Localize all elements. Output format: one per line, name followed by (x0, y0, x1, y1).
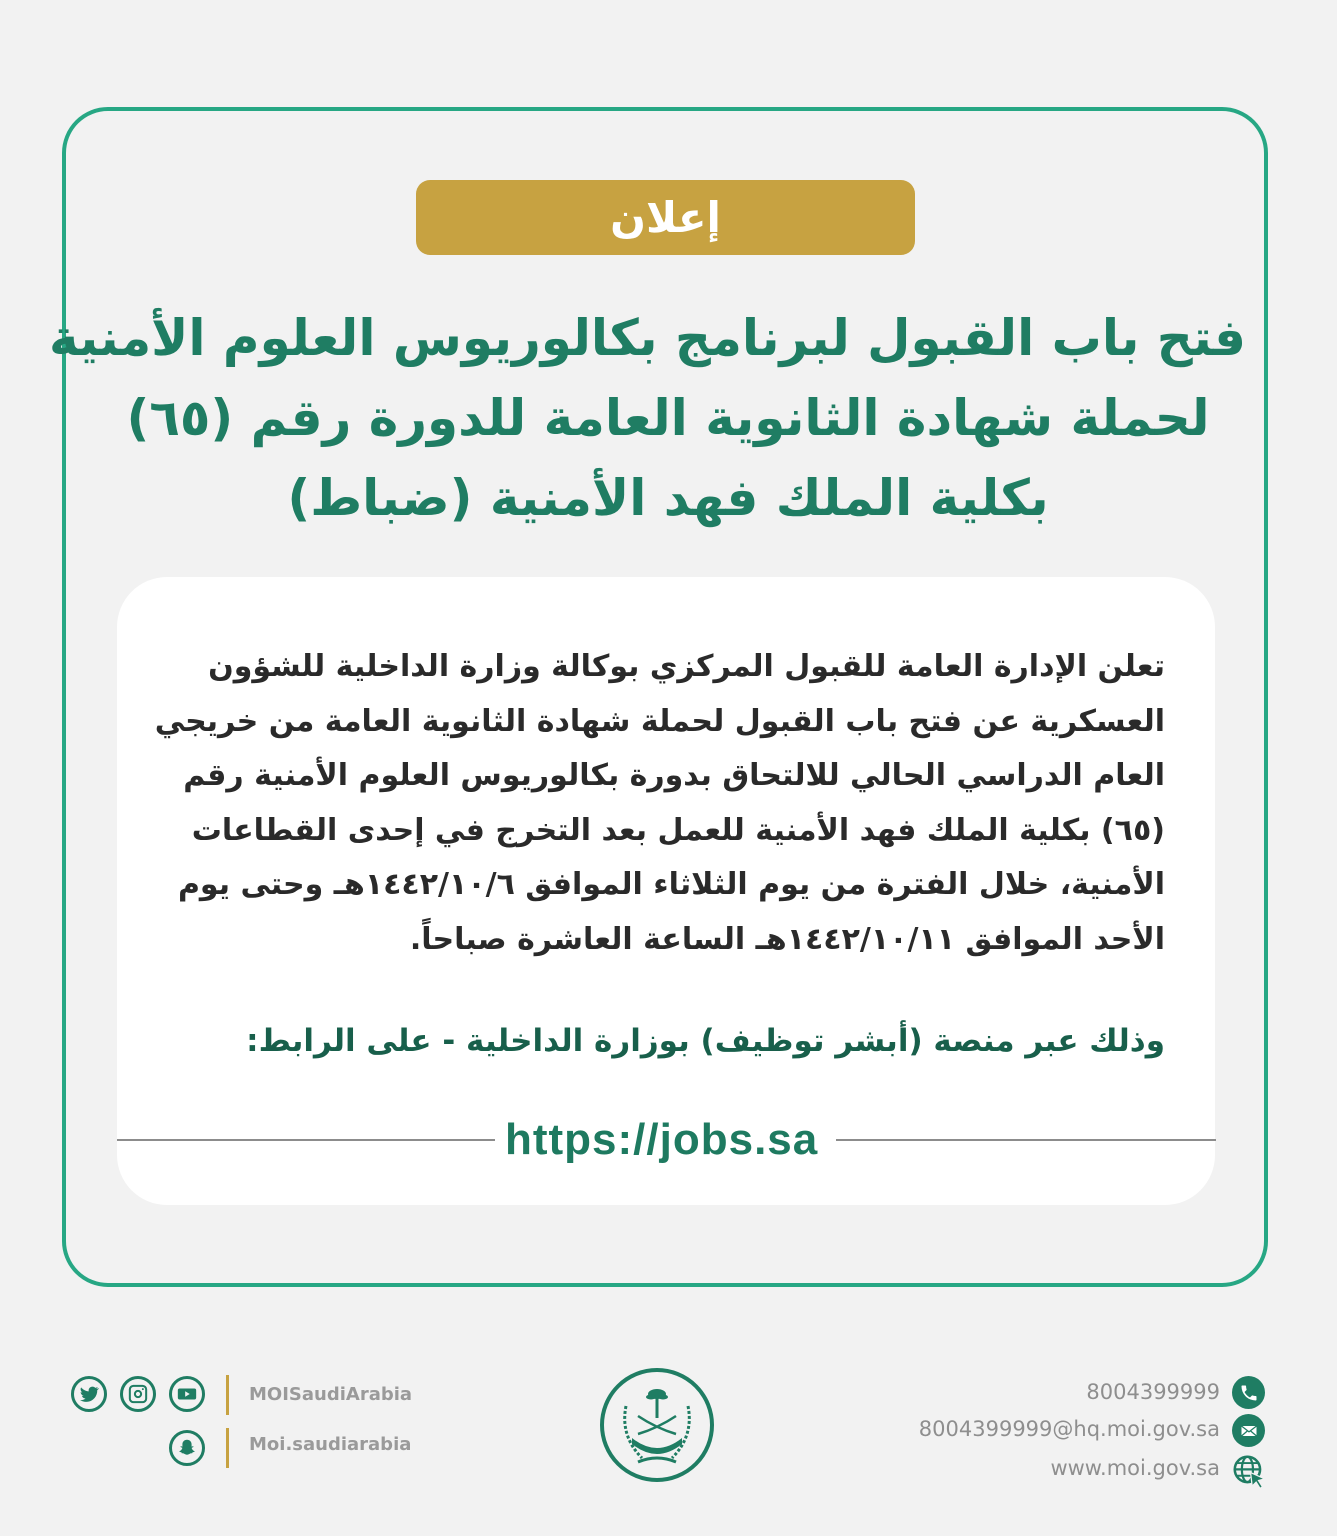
announcement-badge (416, 180, 915, 255)
crossed-swords-icon (638, 1416, 676, 1434)
ministry-emblem (598, 1366, 716, 1484)
email-icon (1232, 1414, 1265, 1447)
contact-email[interactable]: 8004399999@hq.moi.gov.sa (918, 1417, 1220, 1441)
twitter-icon[interactable] (71, 1376, 107, 1412)
headline-line: بكلية الملك فهد الأمنية (ضباط) (287, 469, 1049, 527)
emblem-banner (632, 1438, 682, 1454)
body-line: العام الدراسي الحالي للالتحاق بدورة بكالوريوس العلوم الأمنية رقم (183, 758, 1165, 793)
headline (49, 298, 1246, 538)
link-row (117, 1110, 1215, 1170)
body-line: الأمنية، خلال الفترة من يوم الثلاثاء الموافق ١٤٤٢/١٠/٦هـ وحتى يوم (177, 867, 1165, 902)
jobs-link[interactable]: https://jobs.sa (505, 1115, 819, 1164)
platform-text: وذلك عبر منصة (أبشر توظيف) بوزارة الداخلية - على الرابط: (246, 1023, 1165, 1059)
snapchat-icon[interactable] (169, 1430, 205, 1466)
emblem-ring (602, 1370, 712, 1480)
laurel-left (625, 1406, 642, 1458)
laurel-right (672, 1406, 689, 1458)
headline-line: لحملة شهادة الثانوية العامة للدورة رقم (٦٥) (126, 389, 1210, 447)
body-line: العسكرية عن فتح باب القبول لحملة شهادة الثانوية العامة من خريجي (154, 703, 1165, 739)
contact-website[interactable]: www.moi.gov.sa (1050, 1456, 1220, 1480)
emblem-base (638, 1458, 676, 1462)
globe-cursor-icon (1230, 1452, 1268, 1490)
body-line: (٦٥) بكلية الملك فهد الأمنية للعمل بعد التخرج في إحدى القطاعات (191, 812, 1165, 848)
divider-left (117, 1139, 495, 1141)
body-line: الأحد الموافق ١٤٤٢/١٠/١١هـ الساعة العاشرة صباحاً. (409, 921, 1165, 957)
instagram-icon[interactable] (120, 1376, 156, 1412)
youtube-icon[interactable] (169, 1376, 205, 1412)
phone-icon (1232, 1376, 1265, 1409)
palm-tree-icon (646, 1389, 668, 1418)
social-handle[interactable]: MOISaudiArabia (249, 1384, 413, 1405)
snapchat-handle[interactable]: Moi.saudiarabia (249, 1434, 412, 1455)
divider-right (836, 1139, 1216, 1141)
body-line: تعلن الإدارة العامة للقبول المركزي بوكالة وزارة الداخلية للشؤون (208, 649, 1165, 684)
headline-line: فتح باب القبول لبرنامج بكالوريوس العلوم الأمنية (49, 309, 1246, 367)
announcement-body (154, 640, 1165, 967)
badge-label: إعلان (610, 193, 721, 242)
gold-divider (226, 1428, 229, 1468)
gold-divider (226, 1375, 229, 1415)
contact-phone[interactable]: 8004399999 (1086, 1380, 1220, 1404)
